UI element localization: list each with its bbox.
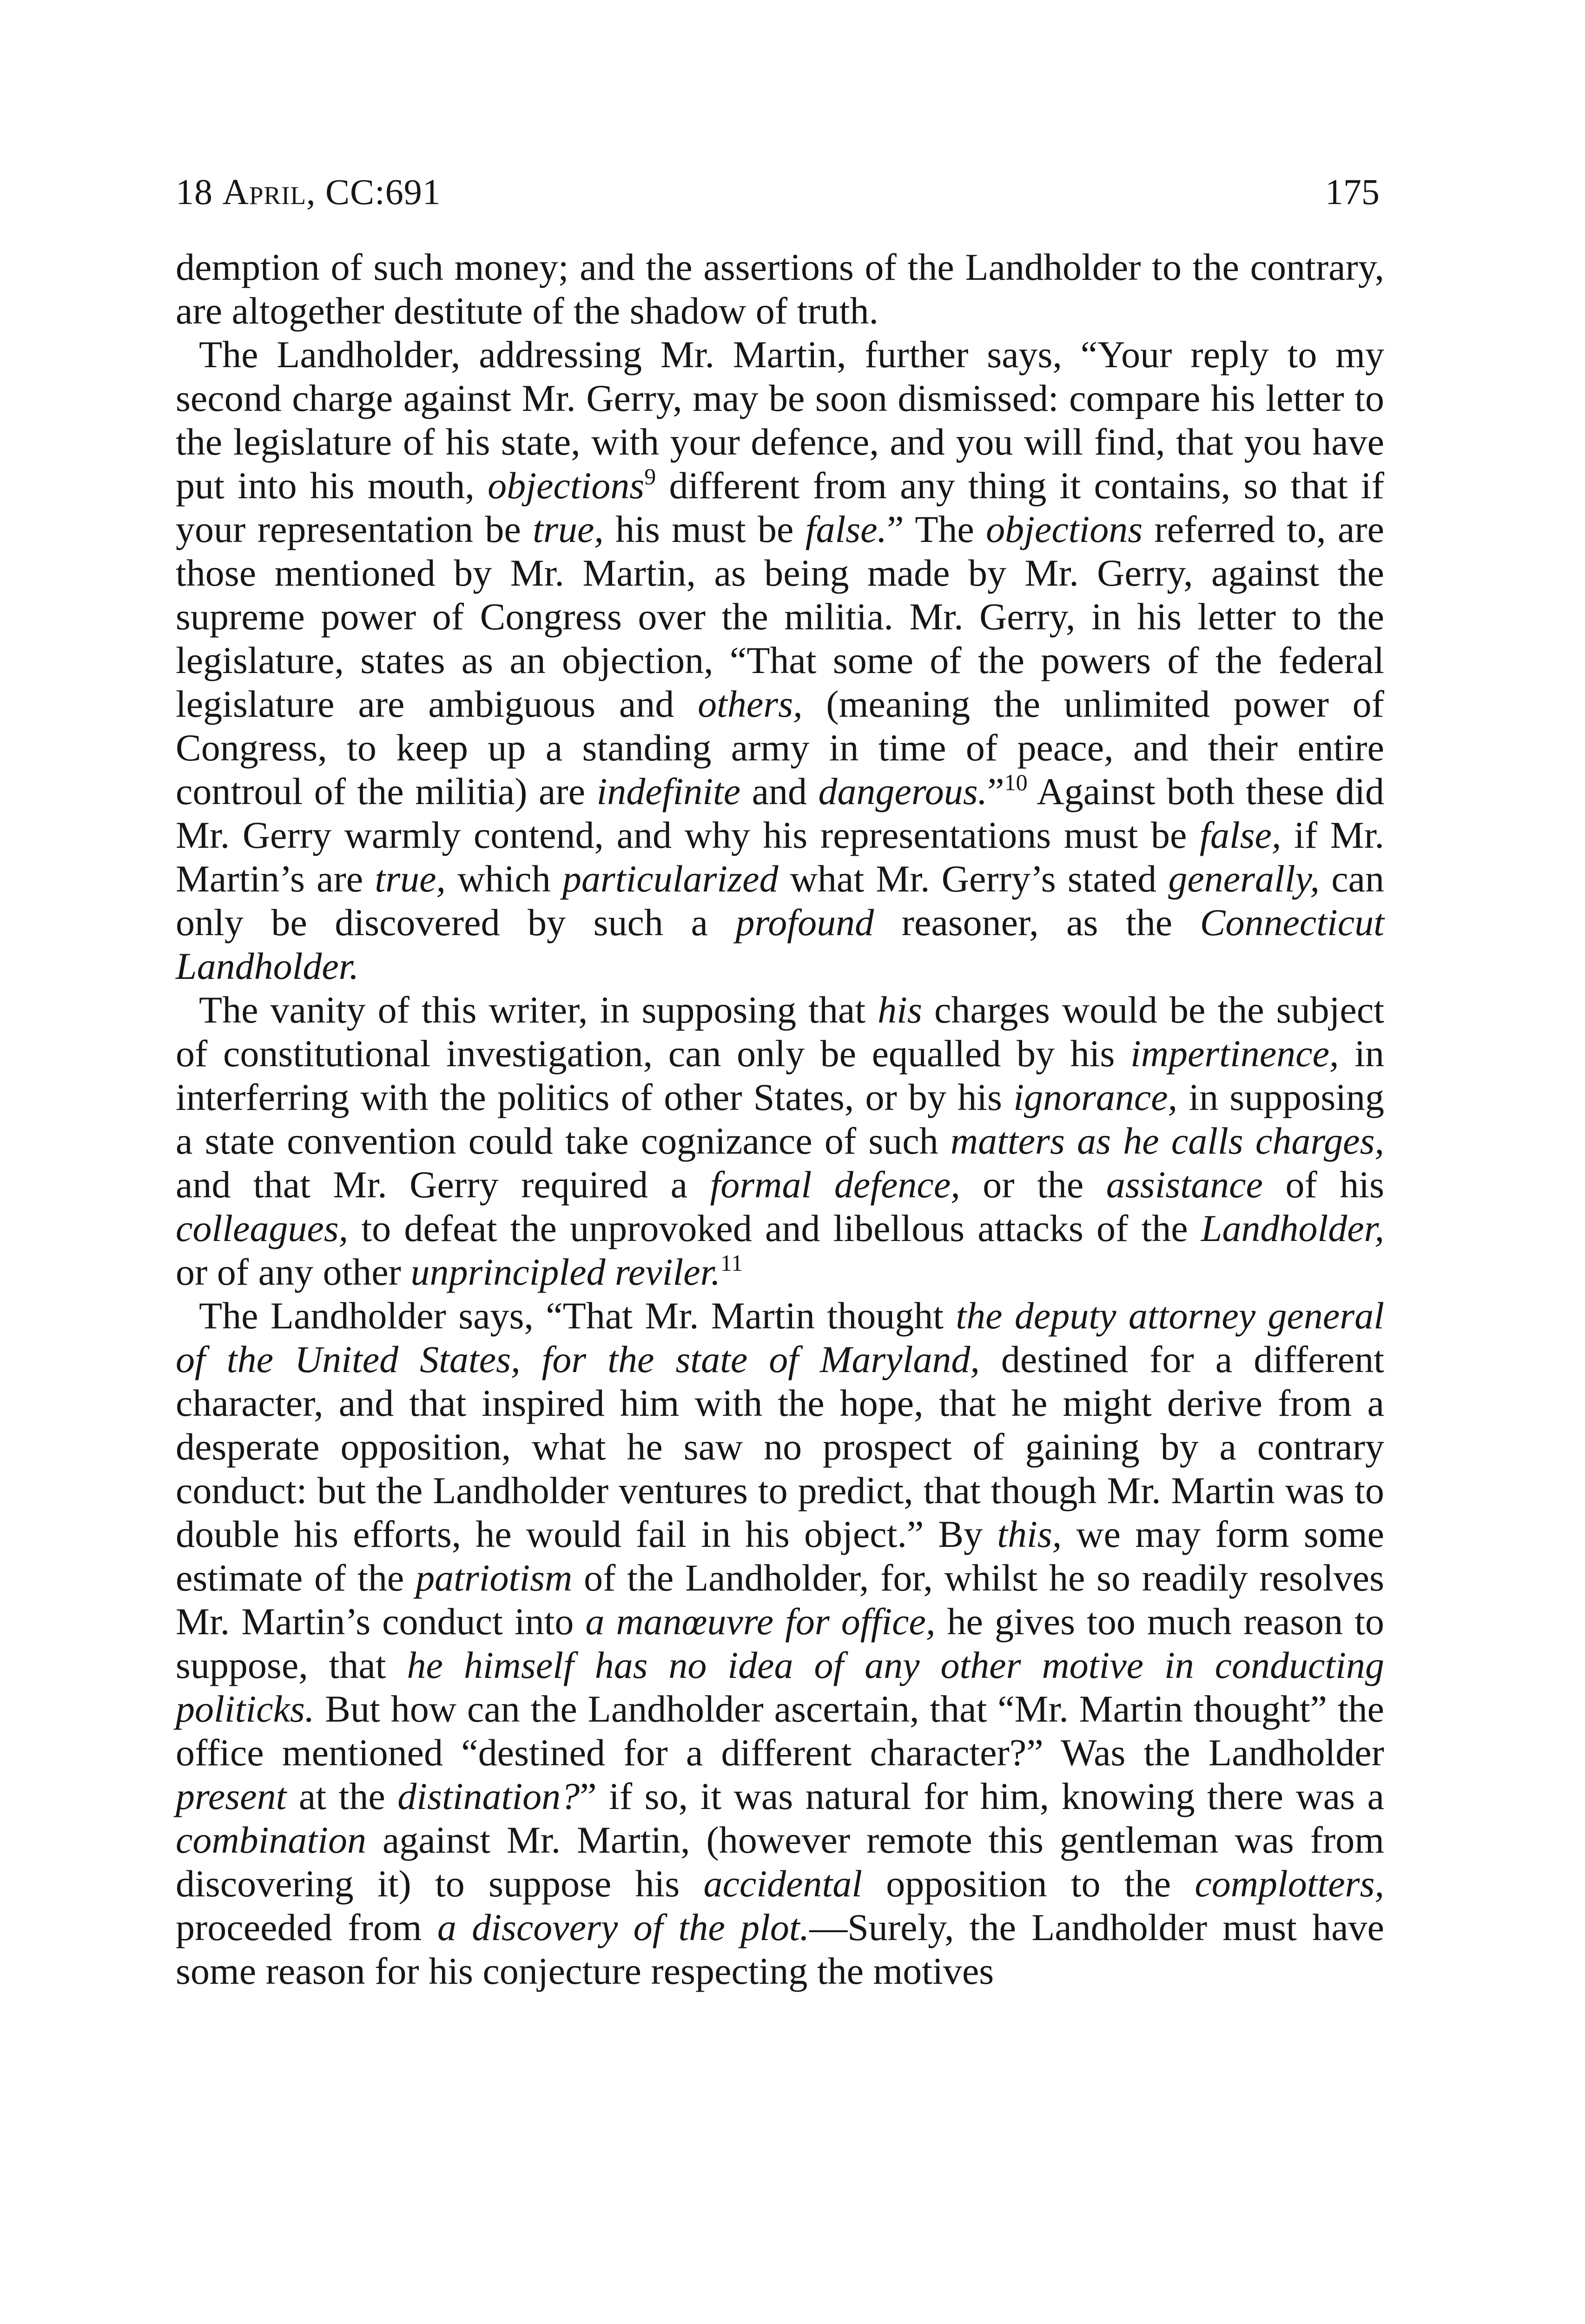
italic-text: generally,: [1168, 858, 1320, 900]
text-run: The Landholder says, “That Mr. Martin thought: [199, 1294, 956, 1337]
italic-text: unprincipled reviler.: [410, 1251, 720, 1293]
italic-text: particularized: [562, 858, 779, 900]
text-run: different from any thing it contains, so that if your representation be: [176, 464, 1384, 550]
italic-text: objections: [986, 508, 1143, 550]
text-run: proceeded from: [176, 1906, 437, 1948]
italic-text: his: [878, 989, 922, 1031]
running-head-citation: [176, 174, 441, 210]
text-run: against Mr. Martin, (however remote this gentleman was from discovering it) to suppose his: [176, 1819, 1384, 1905]
footnote-ref: 9: [644, 463, 656, 489]
paragraph: [176, 1294, 1384, 1993]
paragraph: [176, 333, 1384, 988]
italic-text: Landholder,: [1201, 1207, 1384, 1249]
running-head-month: April: [222, 172, 307, 212]
footnote-ref: 10: [1004, 769, 1028, 795]
text-run: The Landholder, addressing Mr. Martin, further says, “Your reply to my second charge against Mr. Gerry, may be soon dismissed: compare his letter to the legislature of his state, with your defence, and you will find, that you have put into his mouth,: [176, 333, 1384, 507]
italic-text: combination: [176, 1819, 366, 1861]
italic-text: distination?: [397, 1775, 580, 1817]
italic-text: false,: [1200, 814, 1281, 856]
text-run: in interferring with the politics of other States, or by his: [176, 1032, 1384, 1118]
text-run: to defeat the unprovoked and libellous attacks of the: [348, 1207, 1201, 1249]
italic-text: false.: [805, 508, 887, 550]
text-run: and: [740, 770, 819, 812]
text-run: which: [446, 858, 562, 900]
text-run: we may form some estimate of the: [176, 1513, 1384, 1599]
document-page: [176, 167, 1384, 1993]
text-run: in supposing a state convention could take cognizance of such: [176, 1076, 1385, 1162]
footnote-ref: 11: [720, 1250, 743, 1276]
text-run: demption of such money; and the assertions of the Landholder to the contrary, are altogether destitute of the shadow of truth.: [176, 246, 1384, 332]
italic-text: this,: [997, 1513, 1062, 1555]
text-run: Against both these did Mr. Gerry warmly contend, and why his representations must be: [176, 770, 1384, 856]
text-run: But how can the Landholder ascertain, that “Mr. Martin thought” the office mentioned “destined for a different character?” Was the Landholder: [176, 1688, 1384, 1774]
italic-text: others,: [698, 683, 803, 725]
italic-text: dangerous.: [818, 770, 988, 812]
running-head-day: 18: [176, 172, 223, 212]
text-run: (meaning the unlimited power of Congress, to keep up a standing army in time of peace, and their entire controul of the militia) are: [176, 683, 1384, 812]
text-run: The vanity of this writer, in supposing that: [199, 989, 878, 1031]
text-run: ”: [987, 770, 1004, 812]
italic-text: impertinence,: [1130, 1032, 1339, 1075]
text-run: or the: [960, 1163, 1106, 1206]
italic-text: ignorance,: [1013, 1076, 1178, 1118]
italic-text: indefinite: [596, 770, 741, 812]
italic-text: accidental: [703, 1862, 863, 1905]
text-run: ” The: [887, 508, 986, 550]
italic-text: the deputy attorney general of the United States, for the state of Maryland,: [176, 1294, 1384, 1380]
text-run: what Mr. Gerry’s stated: [778, 858, 1169, 900]
body-text: [176, 245, 1384, 1993]
text-run: he gives too much reason to suppose, that: [176, 1600, 1384, 1686]
text-run: can only be discovered by such a: [176, 858, 1384, 944]
text-run: of his: [1262, 1163, 1385, 1206]
italic-text: formal defence,: [710, 1163, 960, 1206]
italic-text: he himself has no idea of any other motive in conducting politicks.: [176, 1644, 1384, 1730]
text-run: reasoner, as the: [874, 901, 1200, 944]
italic-text: assistance: [1106, 1163, 1263, 1206]
italic-text: present: [176, 1775, 287, 1817]
text-run: or of any other: [176, 1251, 411, 1293]
paragraph: [176, 245, 1384, 333]
page-number: 175: [1325, 172, 1380, 212]
text-run: his must be: [603, 508, 806, 550]
paragraph: [176, 988, 1384, 1294]
italic-text: a manœuvre for office,: [585, 1600, 936, 1643]
text-run: and that Mr. Gerry required a: [176, 1163, 710, 1206]
text-run: at the: [286, 1775, 398, 1817]
italic-text: colleagues,: [176, 1207, 349, 1249]
italic-text: Connecticut Landholder.: [176, 901, 1384, 987]
italic-text: complotters,: [1195, 1862, 1385, 1905]
text-run: if Mr. Martin’s are: [176, 814, 1384, 900]
text-run: referred to, are those mentioned by Mr. Martin, as being made by Mr. Gerry, against the supreme power of Congress over the militia. Mr. Gerry, in his letter to the legislature, states as an objection, “That some of the powers of the federal legislature are ambiguous and: [176, 508, 1385, 725]
running-head-doc-ref: , CC:691: [306, 172, 441, 212]
italic-text: matters as he calls charges,: [950, 1120, 1384, 1162]
text-run: —Surely, the Landholder must have some reason for his conjecture respecting the motives: [176, 1906, 1384, 1992]
text-run: of the Landholder, for, whilst he so readily resolves Mr. Martin’s conduct into: [176, 1557, 1384, 1643]
text-run: destined for a different character, and that inspired him with the hope, that he might derive from a desperate opposition, what he saw no prospect of gaining by a contrary conduct: but the Landholder ventures to predict, that though Mr. Martin was to double his efforts, he would fail in his object.” By: [176, 1338, 1384, 1555]
italic-text: profound: [735, 901, 874, 944]
italic-text: true,: [375, 858, 446, 900]
italic-text: patriotism: [416, 1557, 573, 1599]
text-run: opposition to the: [862, 1862, 1195, 1905]
italic-text: a discovery of the plot.: [437, 1906, 810, 1948]
italic-text: objections: [488, 464, 645, 507]
italic-text: true,: [533, 508, 604, 550]
running-head: [176, 167, 1384, 218]
text-run: charges would be the subject of constitutional investigation, can only be equalled by his: [176, 989, 1384, 1075]
text-run: ” if so, it was natural for him, knowing there was a: [580, 1775, 1385, 1817]
